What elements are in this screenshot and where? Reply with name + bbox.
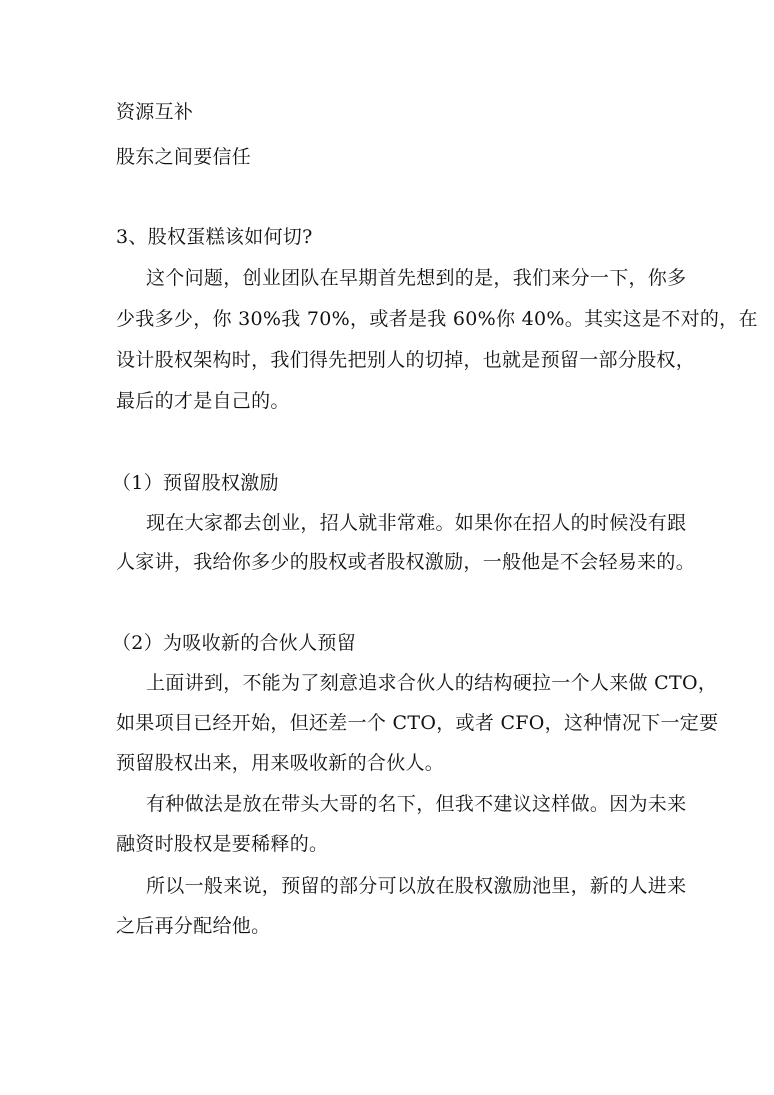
- paragraph-line: 现在大家都去创业，招人就非常难。如果你在招人的时候没有跟: [146, 512, 687, 534]
- paragraph-line: 融资时股权是要稀释的。: [116, 833, 329, 855]
- paragraph-line: 有种做法是放在带头大哥的名下，但我不建议这样做。因为未来: [146, 793, 687, 815]
- paragraph-line: 这个问题，创业团队在早期首先想到的是，我们来分一下，你多: [146, 267, 687, 289]
- subsection-heading: （2）为吸收新的合伙人预留: [112, 632, 356, 654]
- section-heading: 3、股权蛋糕该如何切?: [116, 226, 313, 248]
- list-item: 资源互补: [116, 101, 194, 123]
- paragraph-line: 预留股权出来，用来吸收新的合伙人。: [116, 752, 445, 774]
- subsection-heading: （1）预留股权激励: [112, 472, 279, 494]
- paragraph-line: 之后再分配给他。: [116, 915, 271, 937]
- paragraph-line: 人家讲，我给你多少的股权或者股权激励，一般他是不会轻易来的。: [116, 551, 696, 573]
- paragraph-line: 如果项目已经开始，但还差一个 CTO，或者 CFO，这种情况下一定要: [116, 712, 719, 734]
- paragraph-line: 最后的才是自己的。: [116, 390, 290, 412]
- list-item: 股东之间要信任: [116, 146, 252, 168]
- paragraph-line: 少我多少，你 30%我 70%，或者是我 60%你 40%。其实这是不对的，在: [116, 308, 758, 330]
- paragraph-line: 设计股权架构时，我们得先把别人的切掉，也就是预留一部分股权，: [116, 349, 696, 371]
- paragraph-line: 所以一般来说，预留的部分可以放在股权激励池里，新的人进来: [146, 875, 687, 897]
- paragraph-line: 上面讲到，不能为了刻意追求合伙人的结构硬拉一个人来做 CTO，: [146, 672, 718, 694]
